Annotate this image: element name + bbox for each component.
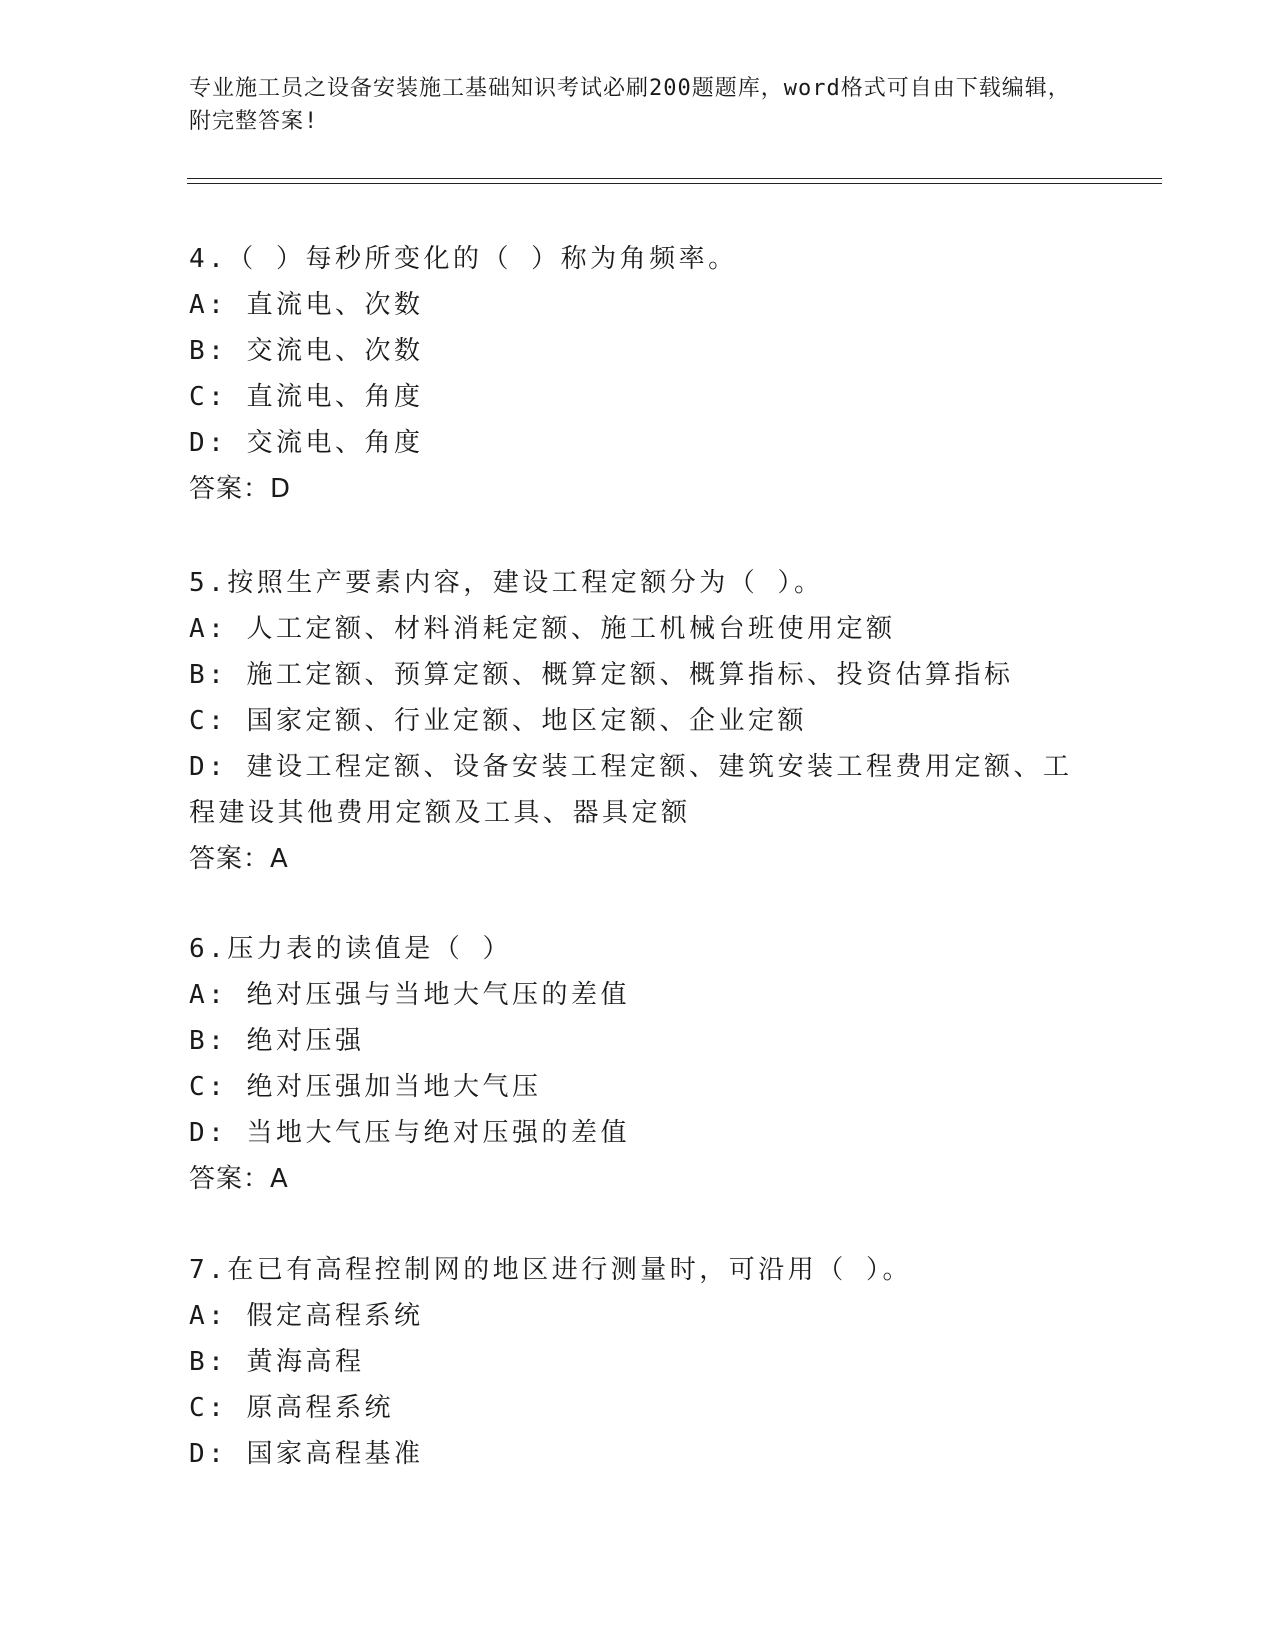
option-a: A: 直流电、次数 [189, 290, 424, 320]
option-b: B: 黄海高程 [189, 1347, 365, 1377]
question-stem: 4.（ ）每秒所变化的（ ）称为角频率。 [189, 244, 738, 274]
question-stem: 5.按照生产要素内容，建设工程定额分为（ ）。 [189, 568, 824, 598]
option-c: C: 国家定额、行业定额、地区定额、企业定额 [189, 706, 807, 736]
header-divider-top [187, 178, 1162, 179]
option-a: A: 人工定额、材料消耗定额、施工机械台班使用定额 [189, 614, 896, 644]
option-b: B: 施工定额、预算定额、概算定额、概算指标、投资估算指标 [189, 660, 1014, 690]
option-c: C: 直流电、角度 [189, 382, 424, 412]
question-stem: 6.压力表的读值是（ ） [189, 934, 512, 964]
header-divider-bottom [187, 183, 1162, 184]
option-b: B: 交流电、次数 [189, 336, 424, 366]
option-a: A: 假定高程系统 [189, 1301, 424, 1331]
option-d: D: 国家高程基准 [189, 1439, 424, 1469]
option-b: B: 绝对压强 [189, 1026, 365, 1056]
question-4 [189, 236, 1089, 512]
option-a: A: 绝对压强与当地大气压的差值 [189, 980, 630, 1010]
answer: 答案：A [189, 1164, 289, 1194]
document-header-title: 专业施工员之设备安装施工基础知识考试必刷200题题库，word格式可自由下载编辑，附完整答案! [189, 76, 1071, 134]
answer: 答案：A [189, 844, 289, 874]
question-7 [189, 1247, 1089, 1477]
answer: 答案：D [189, 474, 292, 504]
question-5 [189, 560, 1089, 882]
question-6 [189, 926, 1089, 1202]
question-stem: 7.在已有高程控制网的地区进行测量时，可沿用（ ）。 [189, 1255, 912, 1285]
option-c: C: 原高程系统 [189, 1393, 394, 1423]
option-d: D: 交流电、角度 [189, 428, 424, 458]
option-c: C: 绝对压强加当地大气压 [189, 1072, 542, 1102]
option-d: D: 当地大气压与绝对压强的差值 [189, 1118, 630, 1148]
option-d: D: 建设工程定额、设备安装工程定额、建筑安装工程费用定额、工程建设其他费用定额及工具、器具定额 [189, 752, 1073, 828]
